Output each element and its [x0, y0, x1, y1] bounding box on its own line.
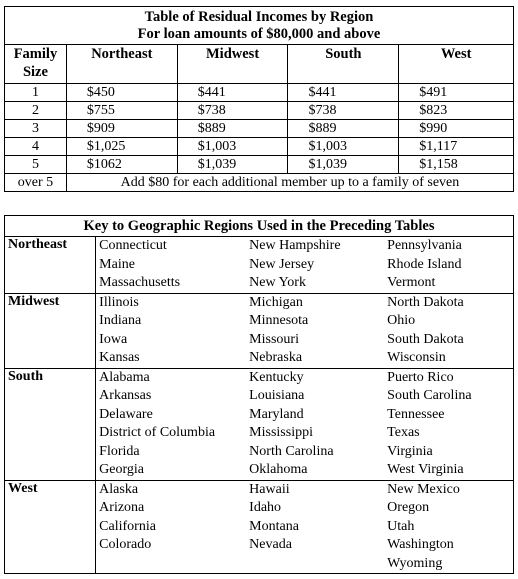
state-name: Michigan	[249, 294, 303, 310]
state-name: Mississippi	[249, 425, 313, 440]
amount-cell: $823	[399, 102, 514, 120]
state-name: Colorado	[99, 537, 152, 552]
state-name: Florida	[99, 443, 140, 459]
state-column	[387, 237, 507, 293]
state-name: Ohio	[387, 313, 416, 328]
header-west: West	[399, 45, 514, 84]
amount-cell: $1,117	[399, 138, 514, 156]
region-states	[96, 293, 514, 368]
region-key-table	[4, 215, 514, 574]
state-column	[249, 237, 387, 293]
table-row	[5, 84, 514, 102]
state-name: New Jersey	[249, 256, 315, 272]
state-column	[249, 369, 387, 480]
state-name: Massachusetts	[99, 275, 181, 290]
state-name: South Carolina	[387, 388, 472, 403]
region-name: West	[5, 480, 96, 574]
state-name: North Dakota	[387, 294, 464, 310]
state-name: Indiana	[99, 313, 142, 328]
state-name: Hawaii	[249, 481, 290, 497]
state-column	[96, 369, 249, 480]
amount-cell: $441	[288, 84, 399, 102]
state-name: Wyoming	[387, 555, 443, 571]
state-column	[249, 294, 387, 368]
state-name: Missouri	[249, 331, 299, 347]
state-name: Texas	[387, 425, 420, 440]
state-name: Montana	[249, 518, 299, 534]
family-size-cell: 5	[5, 156, 67, 174]
header-midwest: Midwest	[177, 45, 288, 84]
state-name: Arkansas	[99, 388, 152, 403]
state-name: Pennsylvania	[387, 238, 462, 253]
table-row-over-five	[5, 174, 514, 192]
region-name: South	[5, 368, 96, 480]
amount-cell: $1,158	[399, 156, 514, 174]
amount-cell: $1,003	[288, 138, 399, 156]
amount-cell: $909	[66, 120, 177, 138]
residual-header-row	[5, 45, 514, 84]
state-name: New Mexico	[387, 481, 460, 497]
family-size-header: Family Size	[5, 45, 67, 84]
state-name: West Virginia	[387, 462, 464, 477]
residual-title-line1: Table of Residual Incomes by Region	[144, 9, 374, 25]
header-south: South	[288, 45, 399, 84]
state-name: California	[99, 518, 156, 534]
amount-cell: $441	[177, 84, 288, 102]
family-size-cell: 4	[5, 138, 67, 156]
state-name: Alabama	[99, 369, 150, 385]
over-five-label: over 5	[5, 174, 67, 192]
state-name: Virginia	[387, 443, 433, 459]
state-name: Puerto Rico	[387, 369, 454, 385]
state-name: Nebraska	[249, 350, 303, 365]
state-name: Utah	[387, 518, 415, 534]
amount-cell: $1,039	[288, 156, 399, 174]
state-name: Georgia	[99, 462, 145, 477]
state-name: New Hampshire	[249, 238, 341, 253]
state-name: Arizona	[99, 500, 145, 515]
residual-table-title	[5, 7, 514, 45]
residual-income-table	[4, 6, 514, 192]
state-name: Rhode Island	[387, 256, 462, 272]
region-states	[96, 237, 514, 294]
amount-cell: $1062	[66, 156, 177, 174]
state-name: District of Columbia	[99, 425, 216, 440]
additional-member-note: Add $80 for each additional member up to a family of seven	[66, 174, 513, 192]
region-row-midwest	[5, 293, 514, 368]
state-name: Maine	[99, 256, 135, 272]
region-key-title: Key to Geographic Regions Used in the Preceding Tables	[5, 216, 514, 237]
amount-cell: $1,025	[66, 138, 177, 156]
state-name: Maryland	[249, 406, 304, 422]
amount-cell: $738	[177, 102, 288, 120]
state-name: Kansas	[99, 350, 140, 365]
state-name: Oklahoma	[249, 462, 308, 477]
amount-cell: $889	[177, 120, 288, 138]
family-size-cell: 1	[5, 84, 67, 102]
state-column	[249, 481, 387, 574]
state-column	[96, 237, 249, 293]
region-states	[96, 480, 514, 574]
amount-cell: $491	[399, 84, 514, 102]
table-row	[5, 156, 514, 174]
state-name: Louisiana	[249, 388, 305, 403]
state-name: North Carolina	[249, 443, 334, 459]
region-row-west	[5, 480, 514, 574]
region-name: Northeast	[5, 237, 96, 294]
header-northeast: Northeast	[66, 45, 177, 84]
state-column	[96, 294, 249, 368]
region-name: Midwest	[5, 293, 96, 368]
state-name: Tennessee	[387, 406, 445, 422]
region-states	[96, 368, 514, 480]
state-name: Iowa	[99, 331, 128, 347]
state-name: Kentucky	[249, 369, 304, 385]
state-name: Connecticut	[99, 238, 167, 253]
state-column	[387, 369, 507, 480]
state-name: New York	[249, 275, 306, 290]
state-column	[96, 481, 249, 574]
state-name: Minnesota	[249, 313, 309, 328]
state-column	[387, 294, 507, 368]
amount-cell: $755	[66, 102, 177, 120]
amount-cell: $1,003	[177, 138, 288, 156]
state-name: Idaho	[249, 500, 282, 515]
table-row	[5, 102, 514, 120]
state-name: Washington	[387, 537, 454, 552]
amount-cell: $738	[288, 102, 399, 120]
amount-cell: $990	[399, 120, 514, 138]
table-row	[5, 138, 514, 156]
state-column	[387, 481, 507, 574]
region-row-south	[5, 368, 514, 480]
amount-cell: $1,039	[177, 156, 288, 174]
family-size-cell: 2	[5, 102, 67, 120]
state-name: Vermont	[387, 275, 436, 290]
state-name: Wisconsin	[387, 350, 446, 365]
table-row	[5, 120, 514, 138]
state-name: Oregon	[387, 500, 430, 515]
state-name: Nevada	[249, 537, 292, 552]
state-name: Alaska	[99, 481, 139, 497]
state-name: Illinois	[99, 294, 139, 310]
state-name: Delaware	[99, 406, 153, 422]
region-row-northeast	[5, 237, 514, 294]
amount-cell: $889	[288, 120, 399, 138]
family-size-cell: 3	[5, 120, 67, 138]
amount-cell: $450	[66, 84, 177, 102]
state-name: South Dakota	[387, 331, 464, 347]
residual-title-line2: For loan amounts of $80,000 and above	[137, 26, 381, 42]
